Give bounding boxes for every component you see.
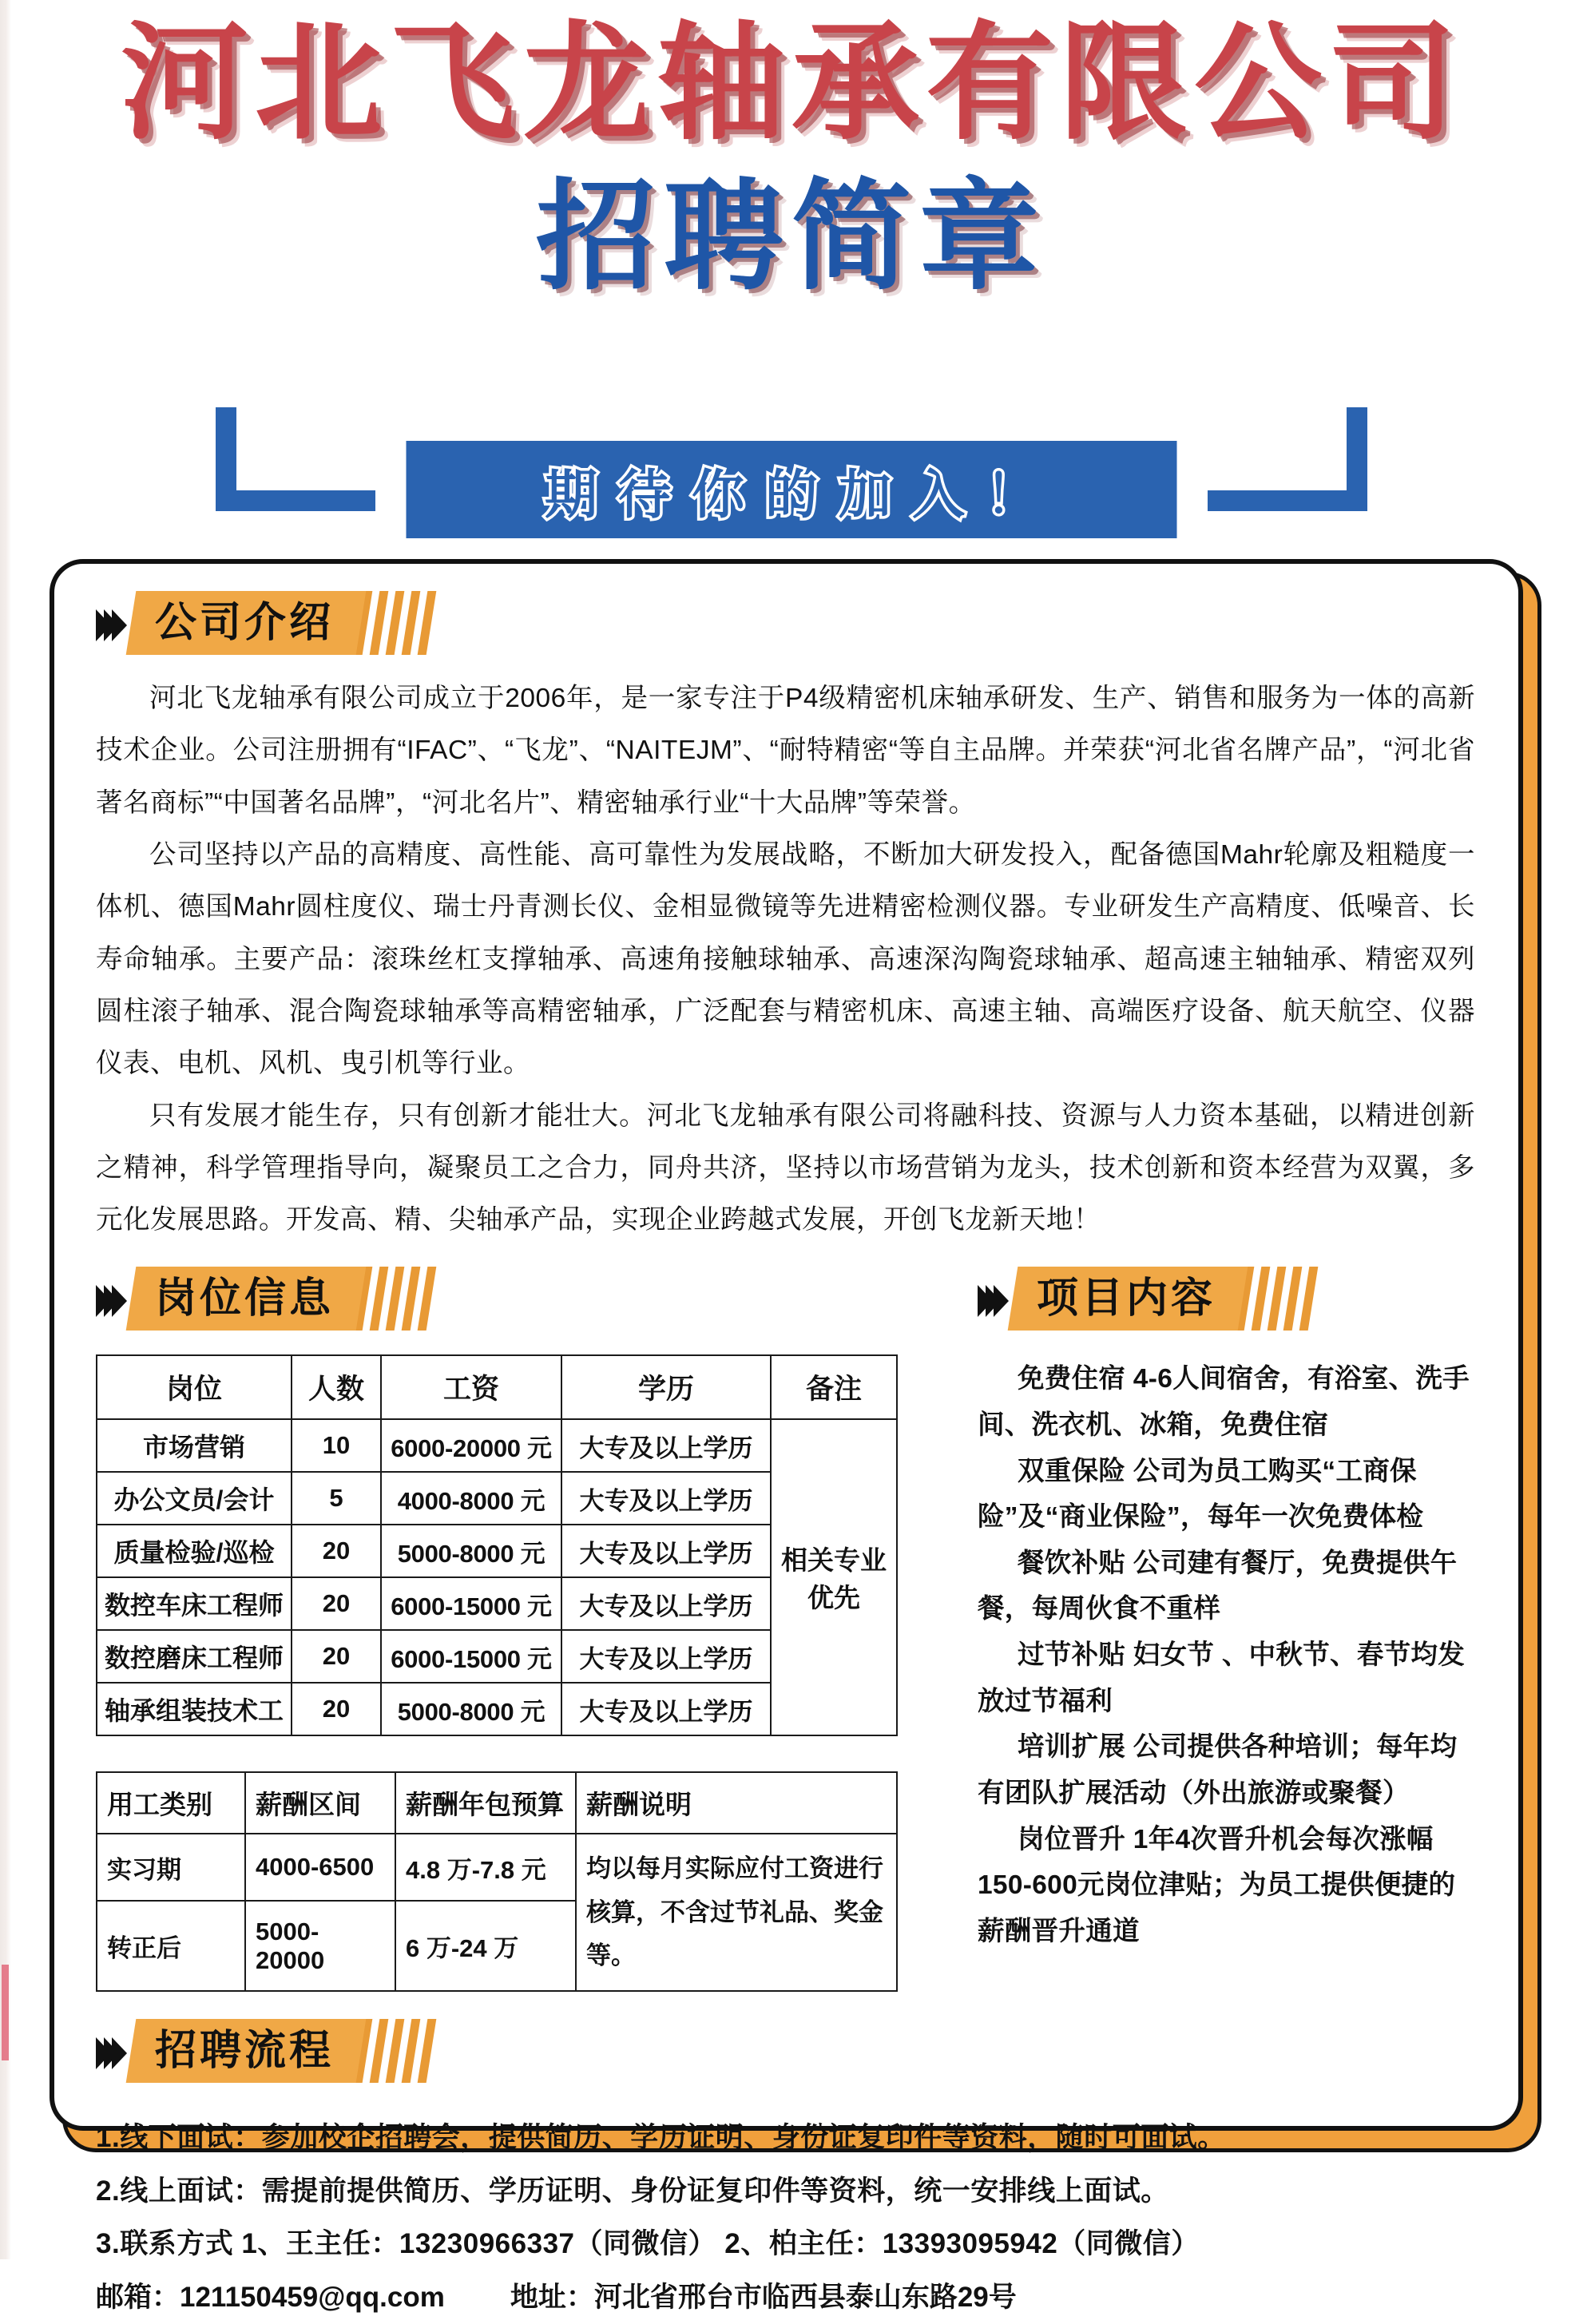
badge-job-info	[131, 1267, 361, 1335]
benefit-item: 双重保险 公司为员工购买“工商保险”及“商业保险”，每年一次免费体检	[978, 1456, 1424, 1533]
cell-employment-type: 转正后	[97, 1901, 245, 1991]
col-header-count: 人数	[292, 1355, 381, 1419]
cell-edu: 大专及以上学历	[561, 1630, 771, 1683]
cell-edu: 大专及以上学历	[561, 1472, 771, 1525]
company-intro-paragraph: 只有发展才能生存，只有创新才能壮大。河北飞龙轴承有限公司将融科技、资源与人力资本基础，以精进创新之精神，科学管理指导向，凝聚员工之合力，同舟共济，坚持以市场营销为龙头，技术创新和资本经营为双翼，多元化发展思路。开发高、精、尖轴承产品，实现企业跨越式发展，开创飞龙新天地！	[96, 1101, 1475, 1235]
badge-process	[131, 2019, 361, 2088]
benefit-item: 免费住宿 4-6人间宿舍，有浴室、洗手间、洗衣机、冰箱，免费住宿	[978, 1364, 1470, 1441]
job-info-column	[96, 1267, 942, 1992]
badge-label-company-intro: 公司介绍	[155, 600, 335, 646]
cell-count: 5	[292, 1472, 381, 1525]
contact-email[interactable]: 邮箱：121150459@qq.com	[96, 2281, 445, 2313]
cell-annual-budget: 4.8 万-7.8 元	[395, 1834, 576, 1901]
process-step: 1.线下面试：参加校企招聘会，提供简历、学历证明、身份证复印件等资料，随时可面试。	[96, 2122, 1226, 2154]
col-header-salary-range: 薪酬区间	[245, 1772, 395, 1834]
salary-table	[96, 1771, 898, 1992]
content-card	[50, 559, 1523, 2313]
chevrons-icon	[978, 1285, 1002, 1317]
table-row	[97, 1834, 897, 1901]
cell-salary-desc: 均以每月实际应付工资进行核算，不含过节礼品、奖金等。	[576, 1834, 897, 1991]
cell-salary: 6000-20000 元	[381, 1419, 561, 1472]
benefits-column	[942, 1267, 1480, 1992]
bracket-right-horizontal	[1208, 490, 1367, 511]
poster-title: 招聘简章	[535, 169, 1047, 303]
cell-count: 10	[292, 1419, 381, 1472]
badge-benefits	[1013, 1267, 1243, 1335]
process-step: 3.联系方式 1、王主任：13230966337（同微信） 2、柏主任：13393095942（同微信）	[96, 2228, 1200, 2260]
cell-annual-budget: 6 万-24 万	[395, 1901, 576, 1991]
section-header-company-intro	[54, 591, 1518, 660]
cell-edu: 大专及以上学历	[561, 1419, 771, 1472]
two-column-area	[54, 1267, 1518, 1992]
benefit-item: 餐饮补贴 公司建有餐厅，免费提供午餐，每周伙食不重样	[978, 1548, 1458, 1624]
contact-line	[96, 2271, 1477, 2324]
content-card-wrapper	[50, 559, 1541, 2313]
badge-stripes-decor	[354, 1267, 454, 1331]
badge-stripes-decor	[354, 2019, 454, 2083]
col-header-annual-budget: 薪酬年包预算	[395, 1772, 576, 1834]
benefit-item: 岗位晋升 1年4次晋升机会每次涨幅150-600元岗位津贴；为员工提供便捷的薪酬晋升通道	[978, 1824, 1456, 1946]
table-row	[97, 1419, 897, 1472]
section-header-process	[54, 2019, 1518, 2088]
cell-salary: 5000-8000 元	[381, 1683, 561, 1735]
company-intro-paragraph: 公司坚持以产品的高精度、高性能、高可靠性为发展战略，不断加大研发投入，配备德国Mahr轮廓及粗糙度一体机、德国Mahr圆柱度仪、瑞士丹青测长仪、金相显微镜等先进精密检测仪器。专业研发生产高精度、低噪音、长寿命轴承。主要产品：滚珠丝杠支撑轴承、高速角接触球轴承、高速深沟陶瓷球轴承、超高速主轴轴承、精密双列圆柱滚子轴承、混合陶瓷球轴承等高精密轴承，广泛配套与精密机床、高速主轴、高端医疗设备、航天航空、仪器仪表、电机、风机、曳引机等行业。	[96, 839, 1475, 1079]
badge-label-process: 招聘流程	[155, 2028, 335, 2075]
table-header-row	[97, 1772, 897, 1834]
section-header-job-info	[96, 1267, 942, 1335]
chevrons-icon	[96, 1285, 120, 1317]
cell-count: 20	[292, 1577, 381, 1630]
cell-salary: 6000-15000 元	[381, 1630, 561, 1683]
cell-edu: 大专及以上学历	[561, 1525, 771, 1577]
process-body	[54, 2112, 1518, 2324]
cell-salary-range: 5000-20000	[245, 1901, 395, 1991]
cell-employment-type: 实习期	[97, 1834, 245, 1901]
col-header-note: 备注	[771, 1355, 897, 1419]
benefit-item: 过节补贴 妇女节 、中秋节、春节均发放过节福利	[978, 1640, 1466, 1716]
benefit-item: 培训扩展 公司提供各种培训；每年均有团队扩展活动（外出旅游或聚餐）	[978, 1732, 1458, 1808]
cell-count: 20	[292, 1683, 381, 1735]
col-header-salary: 工资	[381, 1355, 561, 1419]
col-header-job: 岗位	[97, 1355, 292, 1419]
contact-address: 地址：河北省邢台市临西县泰山东路29号	[510, 2281, 1017, 2313]
cell-job: 办公文员/会计	[97, 1472, 292, 1525]
badge-company-intro	[131, 591, 361, 660]
cell-salary: 5000-8000 元	[381, 1525, 561, 1577]
chevrons-icon	[96, 2037, 120, 2069]
chevrons-icon	[96, 609, 120, 641]
section-header-benefits	[978, 1267, 1480, 1335]
cell-job: 质量检验/巡检	[97, 1525, 292, 1577]
paper-edge-red-mark	[2, 1965, 9, 2060]
cell-count: 20	[292, 1525, 381, 1577]
cell-count: 20	[292, 1630, 381, 1683]
col-header-salary-desc: 薪酬说明	[576, 1772, 897, 1834]
cell-job: 数控车床工程师	[97, 1577, 292, 1630]
cell-salary-range: 4000-6500	[245, 1834, 395, 1901]
benefits-list	[978, 1356, 1480, 1954]
cell-job: 数控磨床工程师	[97, 1630, 292, 1683]
cell-note: 相关专业优先	[771, 1419, 897, 1735]
col-header-employment-type: 用工类别	[97, 1772, 245, 1834]
badge-stripes-decor	[354, 591, 454, 655]
slogan-text: 期待你的加入！	[545, 464, 1059, 524]
cell-salary: 6000-15000 元	[381, 1577, 561, 1630]
cell-edu: 大专及以上学历	[561, 1577, 771, 1630]
job-table	[96, 1354, 898, 1736]
company-title: 河北飞龙轴承有限公司	[120, 11, 1462, 154]
poster-header	[0, 0, 1583, 551]
badge-stripes-decor	[1236, 1267, 1335, 1331]
badge-label-benefits: 项目内容	[1037, 1275, 1216, 1323]
slogan-banner	[407, 441, 1177, 538]
company-intro-body	[54, 660, 1518, 1246]
cell-salary: 4000-8000 元	[381, 1472, 561, 1525]
process-step: 2.线上面试：需提前提供简历、学历证明、身份证复印件等资料，统一安排线上面试。	[96, 2175, 1169, 2207]
bracket-left-horizontal	[216, 490, 375, 511]
cell-edu: 大专及以上学历	[561, 1683, 771, 1735]
company-intro-paragraph: 河北飞龙轴承有限公司成立于2006年，是一家专注于P4级精密机床轴承研发、生产、销售和服务为一体的高新技术企业。公司注册拥有“IFAC”、“飞龙”、“NAITEJM”、“耐特精密“等自主品牌。并荣获“河北省名牌产品”，“河北省著名商标”“中国著名品牌”，“河北名片”、精密轴承行业“十大品牌”等荣誉。	[96, 684, 1475, 818]
badge-label-job-info: 岗位信息	[155, 1275, 335, 1323]
col-header-edu: 学历	[561, 1355, 771, 1419]
cell-job: 市场营销	[97, 1419, 292, 1472]
cell-job: 轴承组装技术工	[97, 1683, 292, 1735]
table-header-row	[97, 1355, 897, 1419]
